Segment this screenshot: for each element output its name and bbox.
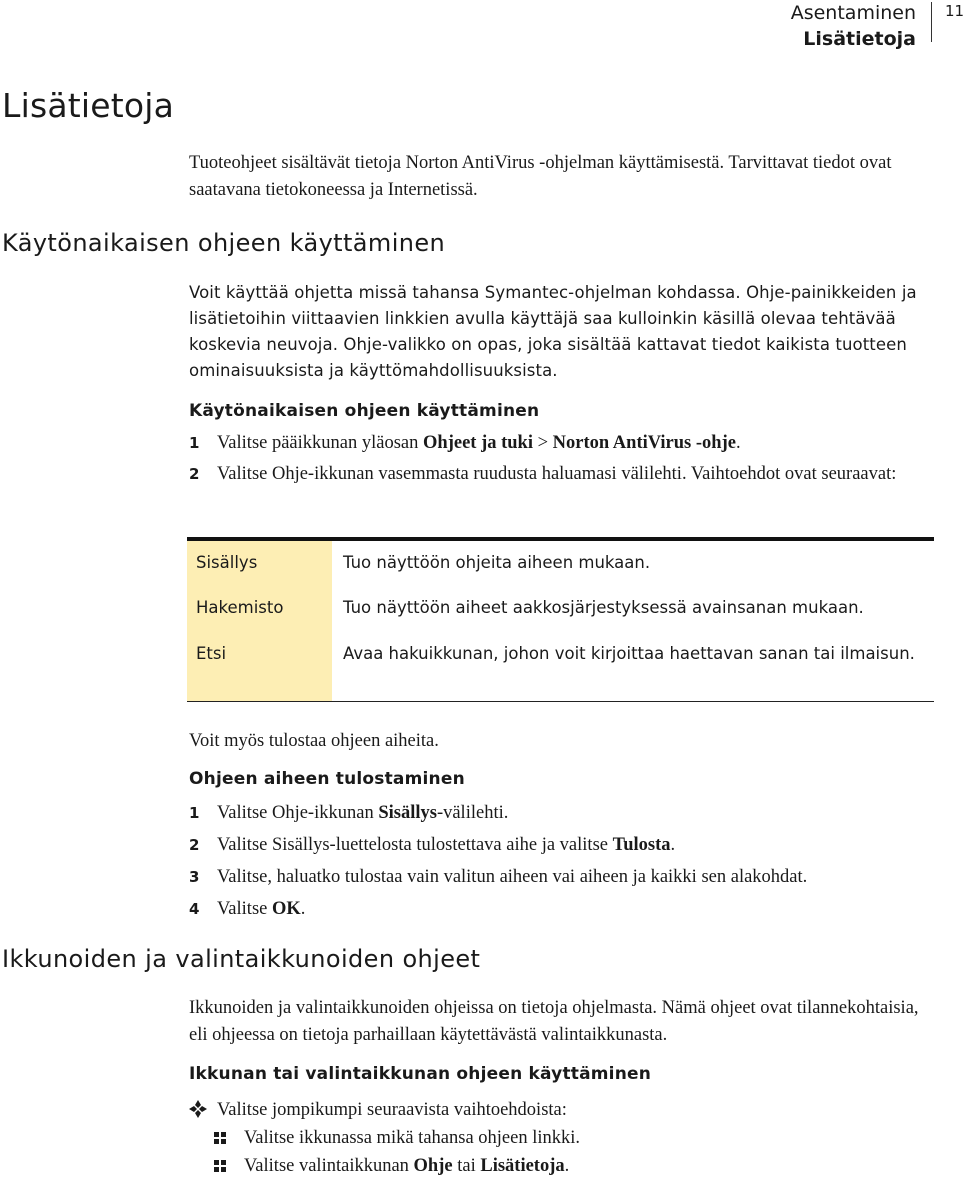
step-number: 4 (189, 900, 200, 918)
step-text: Valitse Sisällys-luettelosta tulostettava aihe ja valitse Tulosta. (217, 835, 676, 855)
option-term: Sisällys (196, 553, 258, 572)
bullet-text: Valitse jompikumpi seuraavista vaihtoehdoista: (217, 1100, 567, 1120)
header-divider (931, 2, 932, 42)
help-tabs-table (187, 537, 934, 702)
print-note: Voit myös tulostaa ohjeen aiheita. (189, 731, 439, 751)
step-number: 2 (189, 836, 200, 854)
option-term: Hakemisto (196, 598, 284, 617)
step-1 (189, 428, 941, 458)
procedure-heading-online-help: Käytönaikaisen ohjeen käyttäminen (189, 401, 540, 421)
section-paragraph-online-help: Voit käyttää ohjetta missä tahansa Symantec-ohjelman kohdassa. Ohje-painikkeiden ja lisätietoihin viittaavien linkkien avulla käyttäjä saa kulloinkin käsillä olevaa tehtävää koskevia neuvoja. Ohje-valikko on opas, joka sisältää kattavat tiedot kaikista tuotteen ominaisuuksista ja käyttömahdollisuuksista. (189, 283, 917, 380)
option-description: Tuo näyttöön aiheet aakkosjärjestyksessä avainsanan mukaan. (343, 598, 864, 617)
running-header (791, 0, 916, 52)
step-number: 3 (189, 868, 200, 886)
print-step-3 (189, 862, 941, 892)
print-step-4 (189, 894, 941, 924)
step-text: Valitse, haluatko tulostaa vain valitun aiheen vai aiheen ja kaikki sen alakohdat. (217, 867, 808, 887)
header-section: Asentaminen (790, 2, 916, 24)
step-text: Valitse Ohje-ikkunan Sisällys-välilehti. (217, 803, 509, 823)
square-bullet-icon (214, 1160, 226, 1172)
step-number: 1 (189, 434, 200, 452)
square-bullet-icon (214, 1132, 226, 1144)
print-step-2 (189, 830, 941, 860)
section-heading-online-help: Käytönaikaisen ohjeen käyttäminen (2, 229, 446, 257)
print-step-1 (189, 798, 941, 828)
intro-paragraph: Tuoteohjeet sisältävät tietoja Norton AntiVirus -ohjelman käyttämisestä. Tarvittavat tiedot ovat saatavana tietokoneessa ja Internetissä. (189, 153, 892, 200)
menu-norton-antivirus-help: Norton AntiVirus -ohje (552, 433, 736, 453)
section-paragraph-window-help: Ikkunoiden ja valintaikkunoiden ohjeissa on tietoja ohjelmasta. Nämä ohjeet ovat tilannekohtaisia, eli ohjeessa on tietoja parhaillaan käytettävästä valintaikkunasta. (189, 998, 919, 1045)
procedure-heading-window-help: Ikkunan tai valintaikkunan ohjeen käyttäminen (189, 1064, 652, 1084)
table-bottom-rule (187, 701, 934, 702)
procedure-heading-print: Ohjeen aiheen tulostaminen (189, 769, 465, 789)
step-text: Valitse Ohje-ikkunan vasemmasta ruudusta haluamasi välilehti. Vaihtoehdot ovat seuraavat: (217, 464, 897, 484)
step-text: Valitse pääikkunan yläosan Ohjeet ja tuki > Norton AntiVirus -ohje. (217, 433, 741, 453)
page-title: Lisätietoja (2, 86, 175, 125)
section-heading-window-help: Ikkunoiden ja valintaikkunoiden ohjeet (2, 945, 481, 973)
option-term: Etsi (196, 644, 227, 663)
step-number: 2 (189, 465, 200, 483)
sub-bullet-text: Valitse valintaikkunan Ohje tai Lisätietoja. (244, 1156, 570, 1176)
page-number: 11 (945, 2, 965, 20)
option-description: Tuo näyttöön ohjeita aiheen mukaan. (343, 553, 651, 572)
step-2 (189, 460, 941, 488)
option-description: Avaa hakuikkunan, johon voit kirjoittaa haettavan sanan tai ilmaisun. (343, 644, 915, 663)
sub-bullet-text: Valitse ikkunassa mikä tahansa ohjeen linkki. (244, 1128, 581, 1148)
step-number: 1 (189, 804, 200, 822)
diamond-bullet-icon (189, 1100, 207, 1118)
step-text: Valitse OK. (217, 899, 306, 919)
header-title: Lisätietoja (803, 28, 916, 50)
menu-help-and-support: Ohjeet ja tuki (423, 433, 533, 453)
